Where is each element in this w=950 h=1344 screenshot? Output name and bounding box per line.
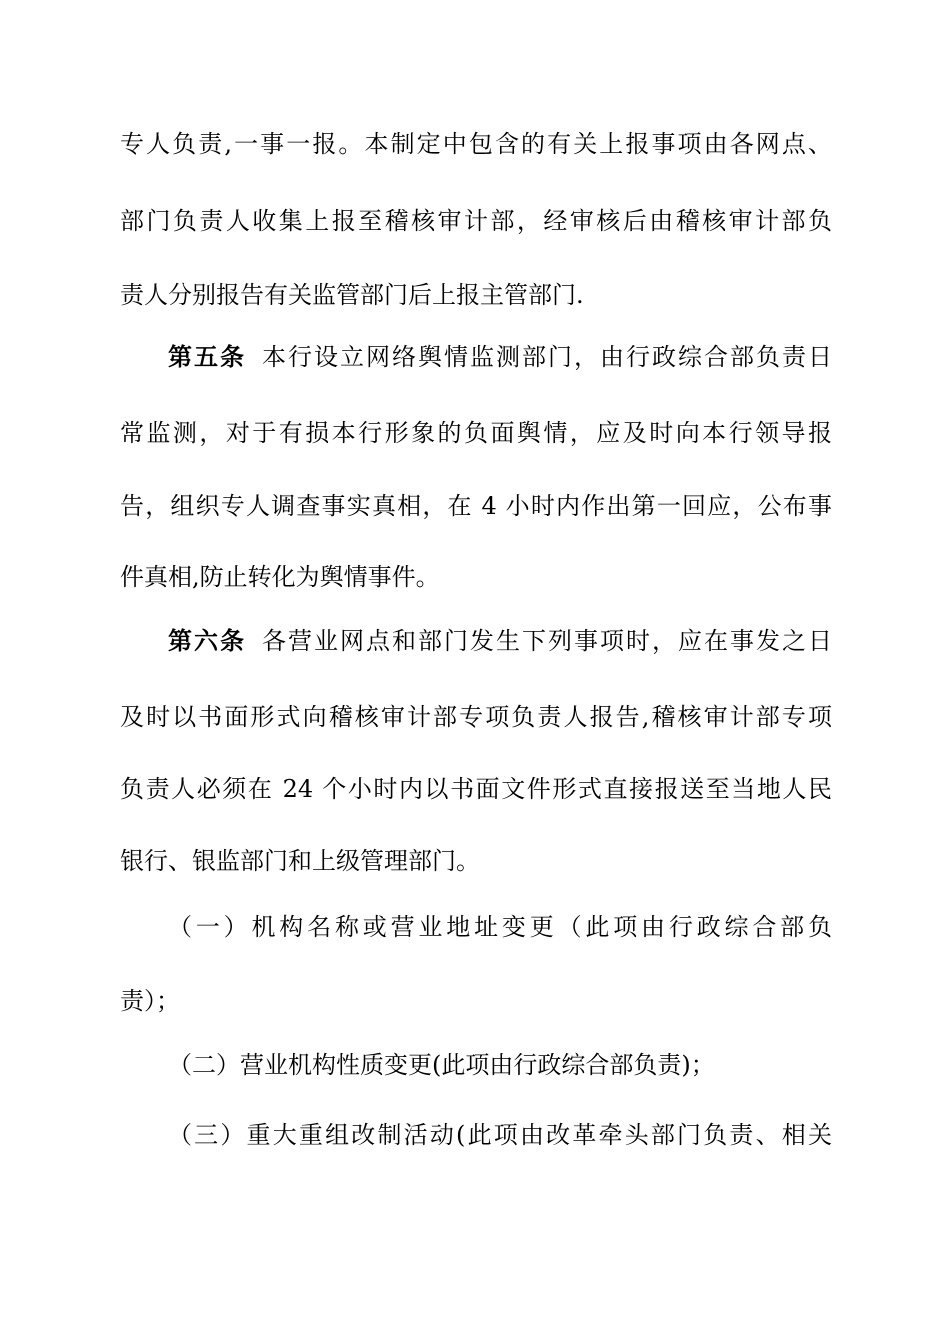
article-6-heading: 第六条 <box>168 627 246 655</box>
paragraph-1-line-2: 部门负责人收集上报至稽核审计部，经审核后由稽核审计部负 <box>120 207 832 235</box>
article-6-line-1 <box>168 626 832 656</box>
list-item-2-line-1: （二）营业机构性质变更(此项由行政综合部负责)； <box>168 1051 715 1079</box>
article-6-text-1: 各营业网点和部门发生下列事项时，应在事发之日 <box>262 627 832 655</box>
article-6-line-4: 银行、银监部门和上级管理部门。 <box>120 847 480 875</box>
article-5-heading: 第五条 <box>168 343 246 371</box>
article-5-line-3: 告，组织专人调查事实真相，在 4 小时内作出第一回应，公布事 <box>120 492 832 520</box>
list-item-3-line-1: （三）重大重组改制活动(此项由改革牵头部门负责、相关 <box>168 1121 832 1149</box>
paragraph-1-line-1: 专人负责,一事一报。本制定中包含的有关上报事项由各网点、 <box>120 130 832 158</box>
article-6-line-2: 及时以书面形式向稽核审计部专项负责人报告,稽核审计部专项 <box>120 703 832 731</box>
article-5-line-1 <box>168 342 832 372</box>
list-item-1-line-2: 责）； <box>120 987 180 1015</box>
article-5-line-2: 常监测，对于有损本行形象的负面舆情，应及时向本行领导报 <box>120 419 832 447</box>
article-5-text-1: 本行设立网络舆情监测部门，由行政综合部负责日 <box>262 343 832 371</box>
article-5-line-4: 件真相,防止转化为舆情事件。 <box>120 563 440 591</box>
list-item-1-line-1: （一）机构名称或营业地址变更（此项由行政综合部负 <box>168 913 832 941</box>
paragraph-1-line-3: 责人分别报告有关监管部门后上报主管部门. <box>120 281 584 309</box>
article-6-line-3: 负责人必须在 24 个小时内以书面文件形式直接报送至当地人民 <box>120 775 832 803</box>
